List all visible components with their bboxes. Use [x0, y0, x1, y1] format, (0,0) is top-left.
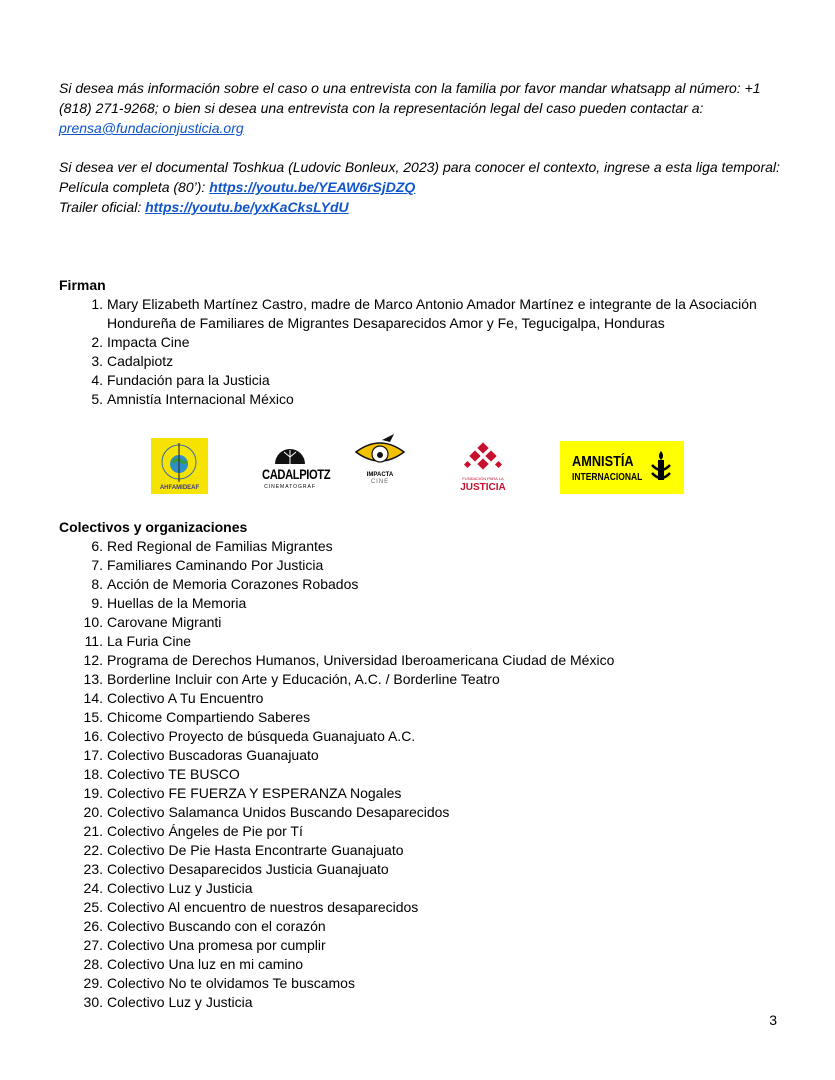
list-item-text: La Furia Cine — [107, 633, 192, 649]
list-item — [59, 784, 789, 803]
film-link[interactable]: https://youtu.be/YEAW6rSjDZQ — [209, 179, 416, 195]
list-item-number: 20. — [83, 804, 103, 820]
list-item-text: Mary Elizabeth Martínez Castro, madre de Marco Antonio Amador Martínez e integrante de la Asociación Hondureña de Familiares de Migrantes Desaparecidos Amor y Fe, Tegucigalpa, Honduras — [107, 296, 757, 331]
list-item-text: Red Regional de Familias Migrantes — [107, 538, 333, 554]
list-item-number: 29. — [83, 975, 103, 991]
list-item-text: Impacta Cine — [107, 334, 190, 350]
impacta-sub: CINE — [370, 479, 390, 485]
list-item — [59, 822, 789, 841]
documentary-text: Si desea ver el documental Toshkua (Ludovic Bonleux, 2023) para conocer el contexto, ingrese a esta liga temporal: — [59, 159, 780, 175]
list-item — [59, 670, 789, 689]
list-item-number: 22. — [83, 842, 103, 858]
list-item-text: Colectivo Buscadoras Guanajuato — [107, 747, 319, 763]
firman-list — [59, 295, 789, 409]
list-item-text: Colectivo Luz y Justicia — [107, 994, 253, 1010]
list-item — [59, 860, 789, 879]
list-item-text: Programa de Derechos Humanos, Universidad Iberoamericana Ciudad de México — [107, 652, 615, 668]
list-item-text: Colectivo Salamanca Unidos Buscando Desaparecidos — [107, 804, 450, 820]
list-item-text: Colectivo Ángeles de Pie por Tí — [107, 823, 303, 839]
contact-paragraph — [59, 78, 789, 138]
cadalpiotz-name: CADALPIOTZ — [262, 466, 331, 482]
list-item-number: 23. — [83, 861, 103, 877]
list-item — [59, 352, 789, 371]
list-item — [59, 936, 789, 955]
list-item-number: 9. — [91, 595, 103, 611]
list-item-text: Colectivo Una promesa por cumplir — [107, 937, 326, 953]
list-item — [59, 651, 789, 670]
list-item-number: 11. — [84, 633, 103, 649]
list-item — [59, 390, 789, 409]
trailer-link[interactable]: https://youtu.be/yxKaCksLYdU — [145, 199, 349, 215]
list-item — [59, 689, 789, 708]
logos-row — [0, 438, 835, 496]
fundacion-justicia-emblem-icon — [457, 442, 509, 476]
list-item-number: 21. — [83, 823, 103, 839]
list-item-number: 19. — [83, 785, 103, 801]
list-item-text: Acción de Memoria Corazones Robados — [107, 576, 359, 592]
list-item-number: 25. — [83, 899, 103, 915]
list-item-number: 17. — [83, 747, 103, 763]
list-item-number: 13. — [83, 671, 103, 687]
list-item — [59, 974, 789, 993]
list-item-text: Borderline Incluir con Arte y Educación, A.C. / Borderline Teatro — [107, 671, 500, 687]
list-item-text: Colectivo Luz y Justicia — [107, 880, 253, 896]
list-item-number: 28. — [83, 956, 103, 972]
film-label: Película completa (80’): — [59, 179, 210, 195]
list-item — [59, 746, 789, 765]
trailer-line — [59, 197, 789, 217]
list-item-text: Fundación para la Justicia — [107, 372, 270, 388]
impacta-eye-icon — [352, 432, 408, 472]
list-item — [59, 917, 789, 936]
colectivos-heading: Colectivos y organizaciones — [59, 519, 248, 535]
page-number: 3 — [769, 1012, 777, 1028]
list-item — [59, 898, 789, 917]
list-item-number: 6. — [91, 538, 103, 554]
list-item-text: Colectivo Desaparecidos Justicia Guanajuato — [107, 861, 389, 877]
amnistia-line1: AMNISTÍA — [572, 453, 634, 470]
list-item — [59, 955, 789, 974]
list-item-number: 5. — [91, 391, 103, 407]
firman-heading: Firman — [59, 277, 106, 293]
list-item-number: 30. — [83, 994, 103, 1010]
list-item-text: Colectivo TE BUSCO — [107, 766, 240, 782]
list-item — [59, 613, 789, 632]
list-item — [59, 727, 789, 746]
list-item-number: 16. — [83, 728, 103, 744]
press-email-link[interactable]: prensa@fundacionjusticia.org — [59, 120, 244, 136]
impacta-logo — [352, 432, 408, 492]
list-item-number: 10. — [83, 614, 103, 630]
list-item-text: Chicome Compartiendo Saberes — [107, 709, 311, 725]
list-item — [59, 803, 789, 822]
list-item-number: 7. — [91, 557, 103, 573]
list-item-number: 4. — [91, 372, 103, 388]
trailer-label: Trailer oficial: — [59, 199, 146, 215]
list-item — [59, 575, 789, 594]
contact-text: Si desea más información sobre el caso o una entrevista con la familia por favor mandar whatsapp al número: +1 (818) 271-9268; o bien si desea una entrevista con la representación legal del caso pueden contactar a: — [59, 80, 761, 116]
colectivos-list — [59, 537, 789, 1012]
list-item — [59, 295, 789, 333]
list-item — [59, 993, 789, 1012]
list-item-number: 3. — [91, 353, 103, 369]
list-item — [59, 632, 789, 651]
impacta-name: IMPACTA — [366, 472, 394, 478]
list-item — [59, 841, 789, 860]
list-item-text: Amnistía Internacional México — [107, 391, 294, 407]
fundacion-name: JUSTICIA — [460, 482, 506, 493]
list-item-text: Colectivo Proyecto de búsqueda Guanajuato A.C. — [107, 728, 416, 744]
list-item-text: Colectivo FE FUERZA Y ESPERANZA Nogales — [107, 785, 402, 801]
list-item-text: Colectivo Al encuentro de nuestros desaparecidos — [107, 899, 419, 915]
list-item-number: 18. — [83, 766, 103, 782]
ahfamideaf-logo — [151, 438, 208, 494]
list-item — [59, 333, 789, 352]
list-item — [59, 537, 789, 556]
film-line — [59, 177, 789, 197]
list-item-text: Colectivo Buscando con el corazón — [107, 918, 326, 934]
list-item — [59, 594, 789, 613]
list-item-number: 12. — [83, 652, 103, 668]
amnistia-logo — [560, 441, 684, 494]
list-item-number: 27. — [83, 937, 103, 953]
cadalpiotz-sub: CINEMATOGRAF — [264, 484, 316, 490]
list-item-text: Huellas de la Memoria — [107, 595, 247, 611]
list-item-text: Carovane Migranti — [107, 614, 222, 630]
list-item-text: Familiares Caminando Por Justicia — [107, 557, 324, 573]
list-item — [59, 879, 789, 898]
ahfamideaf-name: AHFAMIDEAF — [159, 485, 200, 491]
list-item — [59, 371, 789, 390]
cadalpiotz-logo — [255, 440, 331, 494]
list-item-number: 2. — [91, 334, 103, 350]
amnistia-line2: INTERNACIONAL — [572, 472, 643, 483]
list-item-text: Colectivo No te olvidamos Te buscamos — [107, 975, 355, 991]
candle-icon — [650, 449, 672, 487]
list-item-number: 8. — [91, 576, 103, 592]
list-item-number: 24. — [83, 880, 103, 896]
list-item-number: 14. — [83, 690, 103, 706]
documentary-paragraph — [59, 157, 789, 217]
fundacion-justicia-logo — [457, 442, 509, 496]
list-item-number: 1. — [91, 296, 103, 312]
fundacion-small-text: FUNDACIÓN PARA LA — [462, 476, 504, 481]
list-item-number: 15. — [83, 709, 103, 725]
list-item-number: 26. — [83, 918, 103, 934]
list-item-text: Colectivo De Pie Hasta Encontrarte Guanajuato — [107, 842, 404, 858]
list-item-text: Colectivo A Tu Encuentro — [107, 690, 264, 706]
list-item — [59, 708, 789, 727]
list-item-text: Colectivo Una luz en mi camino — [107, 956, 304, 972]
list-item — [59, 556, 789, 575]
list-item-text: Cadalpiotz — [107, 353, 174, 369]
list-item — [59, 765, 789, 784]
